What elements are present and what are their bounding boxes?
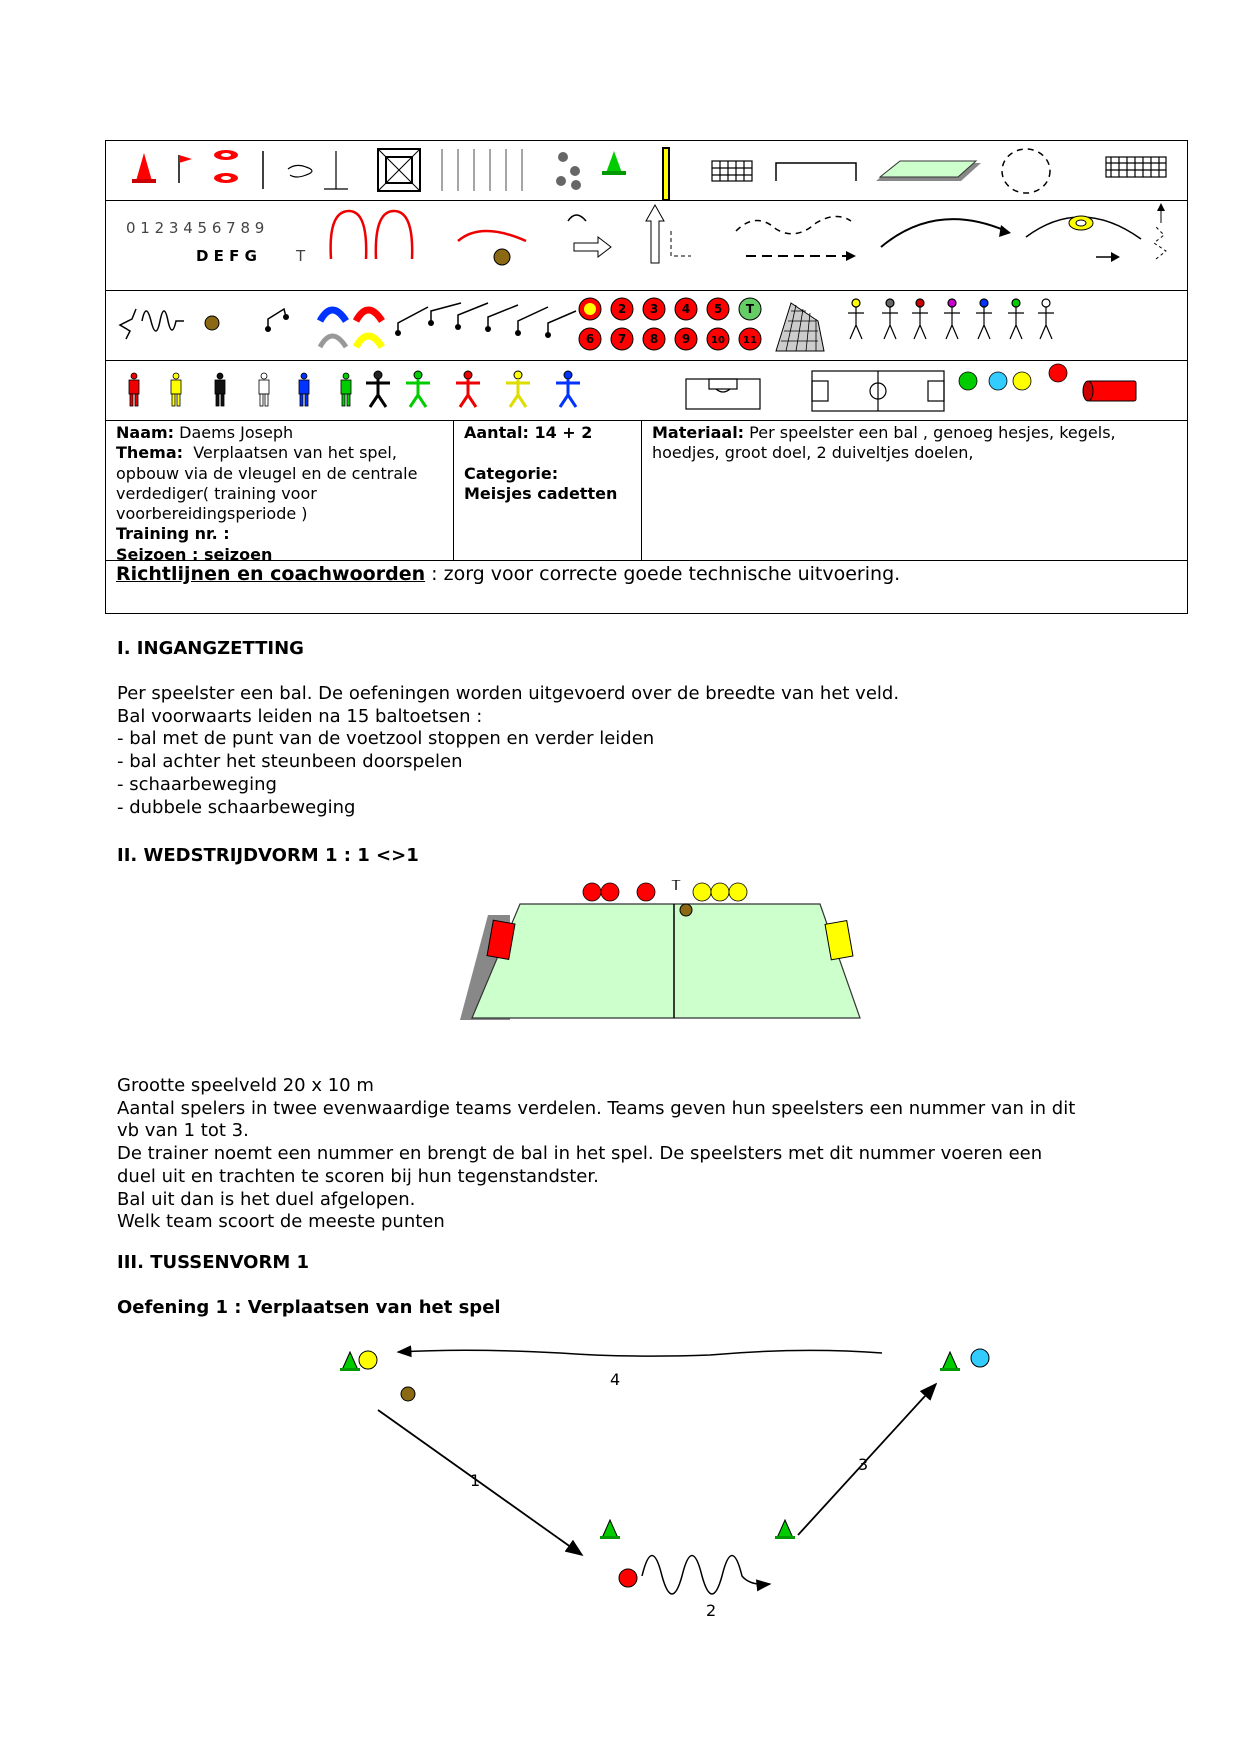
players-icon-row bbox=[106, 291, 1187, 361]
aantal-label: Aantal: 14 + 2 bbox=[464, 423, 593, 442]
cone-top-left bbox=[340, 1352, 360, 1371]
field-icon bbox=[876, 161, 981, 181]
player-number: 5 bbox=[713, 302, 723, 316]
player-number: 10 bbox=[711, 335, 725, 346]
arrow-dribble-2 bbox=[642, 1556, 770, 1595]
mini-goal-icon bbox=[712, 161, 752, 181]
section2-line: Grootte speelveld 20 x 10 m bbox=[117, 1075, 374, 1096]
runner-figures bbox=[848, 299, 1054, 339]
naam-label: Naam: bbox=[116, 423, 175, 442]
smiley-yellow-icon bbox=[1013, 372, 1031, 390]
green-cone-icon bbox=[602, 151, 626, 175]
info-column-naam bbox=[106, 421, 454, 564]
row2-t: T bbox=[296, 247, 306, 265]
richtlijnen-value: : zorg voor correcte goede technische uitvoering. bbox=[431, 563, 901, 585]
seizoen-label: Seizoen : seizoen bbox=[116, 544, 273, 564]
section3-subheading: Oefening 1 : Verplaatsen van het spel bbox=[117, 1297, 501, 1318]
smiley-red-icon-2 bbox=[1049, 364, 1067, 382]
oefening-diagram bbox=[330, 1330, 1030, 1630]
thema-value: Verplaatsen van het spel, opbouw via de vleugel en de centrale verdediger( training voor voorbereidingsperiode ) bbox=[116, 443, 418, 524]
row2-numbers: 0 1 2 3 4 5 6 7 8 9 bbox=[126, 219, 265, 237]
smiley-yellow-icon bbox=[359, 1351, 377, 1369]
dribble-icon bbox=[120, 309, 184, 339]
section1-line: - bal achter het steunbeen doorspelen bbox=[117, 751, 463, 773]
yellow-pole-icon bbox=[662, 147, 670, 201]
section2-line: Bal uit dan is het duel afgelopen. bbox=[117, 1188, 416, 1210]
row2-letters: D E F G bbox=[196, 247, 257, 265]
cone-top-right bbox=[940, 1352, 960, 1371]
trainer-badge: T bbox=[745, 302, 755, 316]
categorie-value: Meisjes cadetten bbox=[464, 483, 618, 503]
label-1: 1 bbox=[470, 1471, 481, 1490]
ball-icon bbox=[401, 1387, 415, 1401]
movement-icon-row bbox=[106, 201, 1187, 291]
training-sheet bbox=[105, 140, 1188, 614]
playing-field bbox=[472, 904, 860, 1018]
blue-hat-icon bbox=[320, 310, 346, 321]
cone-bottom-left bbox=[600, 1520, 620, 1539]
naam-value: Daems Joseph bbox=[179, 423, 294, 442]
poles-icon bbox=[442, 149, 522, 191]
label-2: 2 bbox=[706, 1601, 717, 1620]
full-field-icon bbox=[812, 371, 944, 411]
rebound-net-icon bbox=[776, 303, 824, 351]
smiley-icons bbox=[959, 364, 1067, 390]
label-3: 3 bbox=[858, 1455, 869, 1474]
smiley-cyan-icon bbox=[989, 372, 1007, 390]
zigzag-dash-icon bbox=[1154, 227, 1166, 259]
red-team-smileys bbox=[583, 883, 655, 901]
info-column-materiaal bbox=[642, 421, 1187, 560]
guidelines bbox=[106, 561, 1187, 613]
section1-line: - dubbele schaarbeweging bbox=[117, 796, 356, 818]
section2-line: duel uit en trachten te scoren bij hun tegenstandster. bbox=[117, 1165, 599, 1187]
pipe-icon bbox=[1083, 381, 1136, 401]
team-icon-row bbox=[106, 361, 1187, 421]
thema-label: Thema: bbox=[116, 443, 184, 463]
player-number: 2 bbox=[617, 302, 627, 316]
player-number: 4 bbox=[681, 302, 691, 316]
smiley-green-icon bbox=[959, 372, 977, 390]
player-number: 9 bbox=[681, 332, 691, 346]
label-4: 4 bbox=[610, 1370, 621, 1389]
section1-line: - bal met de punt van de voetzool stoppen en verder leiden bbox=[117, 728, 655, 750]
richtlijnen-label: Richtlijnen en coachwoorden bbox=[116, 563, 426, 585]
dash-turn-icon bbox=[671, 231, 691, 256]
equipment-icon-row bbox=[106, 141, 1187, 201]
player-number: 7 bbox=[617, 332, 627, 346]
hurdle-icon bbox=[324, 151, 348, 189]
section2-heading: II. WEDSTRIJDVORM 1 : 1 <>1 bbox=[117, 845, 419, 866]
balls-icon bbox=[556, 152, 581, 190]
dashed-wave-icon bbox=[736, 216, 851, 233]
player-figures bbox=[129, 373, 351, 406]
player-number: 8 bbox=[649, 332, 659, 346]
player-number: 6 bbox=[585, 332, 595, 346]
ball-icon bbox=[494, 249, 510, 265]
player-number: 11 bbox=[743, 335, 757, 346]
arrow-run-4 bbox=[398, 1350, 882, 1356]
section1-text bbox=[117, 683, 899, 819]
turn-arrow-icon bbox=[568, 215, 586, 221]
yellow-team-smileys bbox=[693, 883, 747, 901]
player-number: 3 bbox=[649, 302, 659, 316]
goal-icon bbox=[776, 163, 856, 181]
categorie-label: Categorie: bbox=[464, 463, 559, 483]
section1-line: Bal voorwaarts leiden na 15 baltoetsen : bbox=[117, 705, 483, 727]
materiaal-label: Materiaal: bbox=[652, 423, 745, 442]
box-icon bbox=[378, 149, 420, 191]
up-arrow-icon bbox=[646, 205, 664, 263]
smiley-red-icon bbox=[619, 1569, 637, 1587]
circle-icon bbox=[1002, 149, 1050, 193]
section2-line: Welk team scoort de meeste punten bbox=[117, 1211, 445, 1233]
trainer-label: T bbox=[671, 880, 681, 894]
section3-heading: III. TUSSENVORM 1 bbox=[117, 1252, 310, 1273]
net-goal-icon bbox=[1106, 157, 1166, 177]
disc-icon bbox=[214, 150, 238, 183]
info-block bbox=[106, 421, 1187, 564]
pass-arc-icon bbox=[881, 219, 1006, 247]
smiley-cyan-icon bbox=[971, 1349, 989, 1367]
white-hat-icon bbox=[320, 336, 346, 347]
section2-line: vb van 1 tot 3. bbox=[117, 1120, 249, 1142]
numbered-players bbox=[579, 298, 761, 350]
section2-line: De trainer noemt een nummer en brengt de bal in het spel. De speelsters met dit nummer voeren een bbox=[117, 1143, 1043, 1165]
curve-arrow-icon bbox=[458, 231, 526, 241]
flag-icon bbox=[179, 155, 192, 183]
yellow-hat-icon bbox=[356, 336, 382, 347]
rebound-icon bbox=[288, 165, 312, 177]
ball-icon bbox=[680, 904, 692, 916]
block-arrow-icon bbox=[574, 237, 611, 257]
arc-arrow-icon-2 bbox=[376, 211, 412, 259]
section1-heading: I. INGANGZETTING bbox=[117, 638, 304, 659]
wedstrijdvorm-diagram bbox=[450, 880, 890, 1030]
cone-icon bbox=[132, 153, 156, 183]
jump-line-icon bbox=[268, 309, 286, 329]
section1-line: - schaarbeweging bbox=[117, 773, 277, 795]
section2-text bbox=[117, 1075, 1075, 1234]
section2-line: Aantal spelers in twee evenwaardige teams verdelen. Teams geven hun speelsters een nummer van in dit bbox=[117, 1097, 1076, 1119]
half-field-icon bbox=[686, 379, 760, 409]
red-hat-icon bbox=[356, 310, 382, 321]
info-column-aantal bbox=[454, 421, 642, 560]
training-label: Training nr. : bbox=[116, 524, 230, 544]
section1-line: Per speelster een bal. De oefeningen worden uitgevoerd over de breedte van het veld. bbox=[117, 683, 900, 704]
cone-bottom-right bbox=[775, 1520, 795, 1539]
arc-arrow-icon bbox=[331, 211, 367, 259]
materiaal-value: Per speelster een bal , genoeg hesjes, kegels, hoedjes, groot doel, 2 duiveltjes doelen, bbox=[652, 423, 1116, 463]
ball-icon-2 bbox=[205, 316, 219, 330]
goalkeeper-figures bbox=[366, 371, 580, 407]
